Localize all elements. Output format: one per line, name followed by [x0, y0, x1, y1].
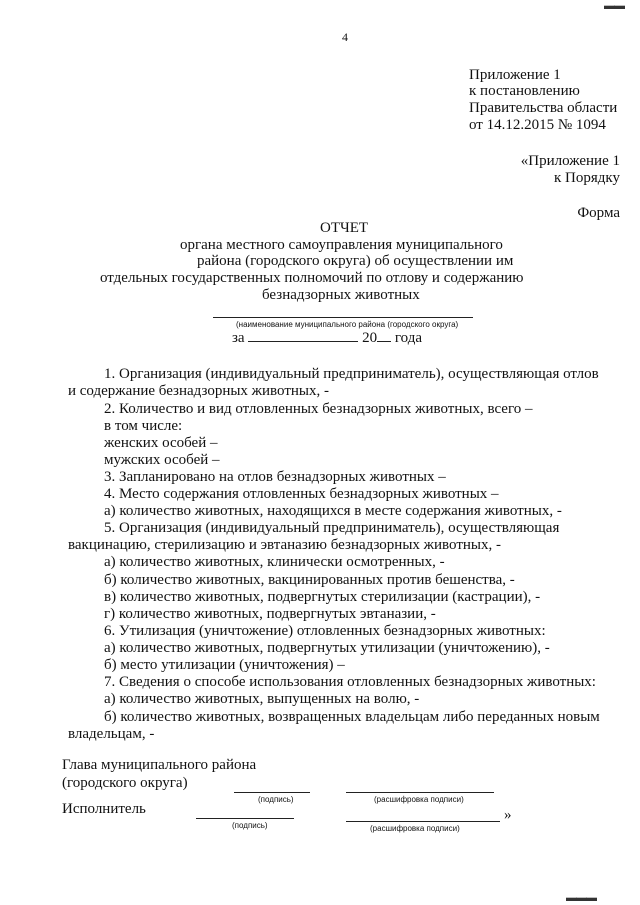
head-title-line-1: Глава муниципального района	[62, 757, 257, 773]
head-decoding-line	[346, 792, 494, 793]
corner-mark-bottom: ▬▬▬	[566, 892, 596, 904]
appendix-line-3: Правительства области	[469, 100, 618, 116]
item-line-11: вакцинацию, стерилизацию и эвтаназию безнадзорных животных, -	[68, 537, 501, 553]
head-signature-line	[234, 792, 310, 793]
report-heading: ОТЧЕТ	[320, 220, 369, 236]
item-line-17: а) количество животных, подвергнутых утилизации (уничтожению), -	[104, 640, 550, 656]
item-line-4: в том числе:	[104, 418, 183, 434]
period-year-prefix: 20	[362, 330, 378, 346]
district-caption: (наименование муниципального района (городского округа)	[236, 320, 459, 329]
item-line-13: б) количество животных, вакцинированных против бешенства, -	[104, 572, 515, 588]
item-line-22: владельцам, -	[68, 726, 155, 742]
executor-decoding-caption: (расшифровка подписи)	[370, 824, 460, 833]
item-line-10: 5. Организация (индивидуальный предприниматель), осуществляющая	[104, 520, 560, 536]
period-prefix: за	[232, 330, 245, 346]
title-line-2: района (городского округа) об осуществлении им	[197, 253, 514, 269]
item-line-18: б) место утилизации (уничтожения) –	[104, 657, 345, 673]
item-line-12: а) количество животных, клинически осмотренных, -	[104, 554, 445, 570]
item-line-6: мужских особей –	[104, 452, 220, 468]
period-year-blank	[377, 341, 391, 342]
head-title-line-2: (городского округа)	[62, 775, 188, 791]
sub-appendix-line-2: к Порядку	[554, 170, 620, 186]
item-line-2: и содержание безнадзорных животных, -	[68, 383, 329, 399]
report-period	[232, 330, 422, 346]
corner-mark-top: ▬▬	[604, 0, 624, 12]
appendix-line-1: Приложение 1	[469, 67, 561, 83]
head-decoding-caption: (расшифровка подписи)	[374, 795, 464, 804]
item-line-20: а) количество животных, выпущенных на волю, -	[104, 691, 420, 707]
form-label: Форма	[577, 205, 620, 221]
item-line-8: 4. Место содержания отловленных безнадзорных животных –	[104, 486, 499, 502]
item-line-5: женских особей –	[104, 435, 218, 451]
executor-label: Исполнитель	[62, 801, 146, 817]
period-suffix: года	[394, 330, 422, 346]
executor-decoding-line	[346, 821, 500, 822]
item-line-14: в) количество животных, подвергнутых стерилизации (кастрации), -	[104, 589, 541, 605]
item-line-15: г) количество животных, подвергнутых эвтаназии, -	[104, 606, 436, 622]
item-line-21: б) количество животных, возвращенных владельцам либо переданных новым	[104, 709, 600, 725]
district-name-line	[213, 317, 473, 318]
item-line-9: а) количество животных, находящихся в месте содержания животных, -	[104, 503, 562, 519]
item-line-19: 7. Сведения о способе использования отловленных безнадзорных животных:	[104, 674, 596, 690]
head-signature-caption: (подпись)	[258, 795, 294, 804]
period-blank	[248, 341, 358, 342]
page-number: 4	[342, 30, 348, 44]
item-line-1: 1. Организация (индивидуальный предприниматель), осуществляющая отлов	[104, 366, 599, 382]
item-line-7: 3. Запланировано на отлов безнадзорных животных –	[104, 469, 446, 485]
closing-quote: »	[504, 807, 512, 823]
executor-signature-line	[196, 818, 294, 819]
title-line-3: отдельных государственных полномочий по отлову и содержанию	[100, 270, 524, 286]
executor-signature-caption: (подпись)	[232, 821, 268, 830]
item-line-3: 2. Количество и вид отловленных безнадзорных животных, всего –	[104, 401, 533, 417]
item-line-16: 6. Утилизация (уничтожение) отловленных безнадзорных животных:	[104, 623, 546, 639]
appendix-line-4: от 14.12.2015 № 1094	[469, 117, 606, 133]
title-line-4: безнадзорных животных	[262, 287, 420, 303]
sub-appendix-line-1: «Приложение 1	[520, 153, 620, 169]
appendix-line-2: к постановлению	[469, 83, 580, 99]
title-line-1: органа местного самоуправления муниципального	[180, 237, 503, 253]
